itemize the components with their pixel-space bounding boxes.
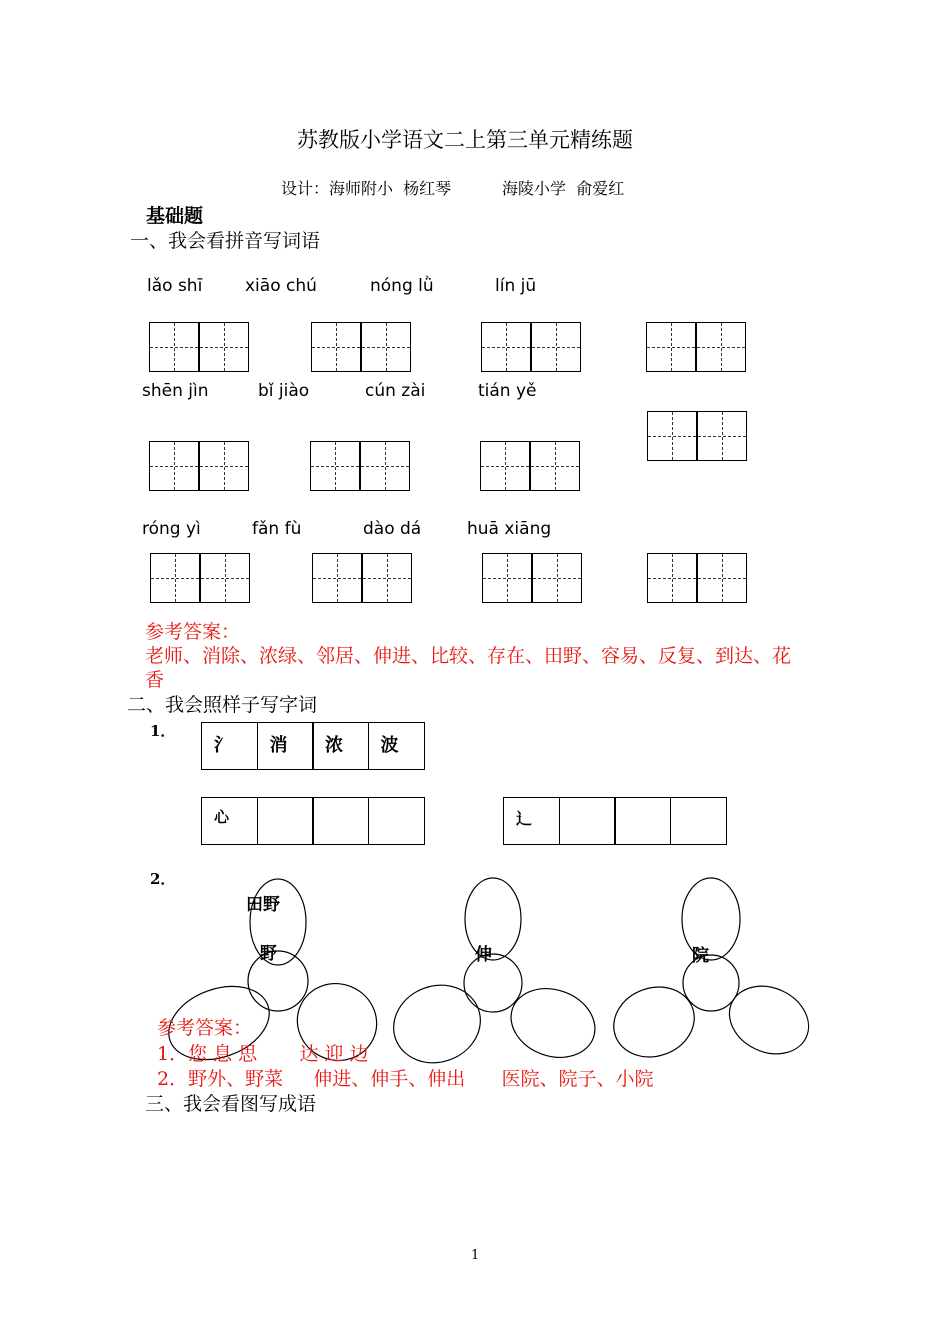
pinyin: huā xiāng [467,519,552,539]
radical-cell: 心 [201,797,258,845]
example-cell: 消 [257,722,314,770]
flower-center [248,951,308,1011]
pinyin: bǐ jiào [258,381,310,401]
pinyin: róng yì [142,519,201,539]
item-number: 2． [150,870,176,888]
pinyin: dào dá [363,519,422,539]
pinyin: lǎo shī [147,276,203,296]
flower-petal-top [465,878,521,960]
flower-center-char: 院 [692,946,709,966]
example-cell: 波 [368,722,425,770]
section3-heading: 三、我会看图写成语 [145,1093,317,1115]
item-number: 1． [150,722,176,740]
answer-text: 香 [145,669,165,691]
pinyin: cún zài [365,381,426,401]
pinyin: nóng lǜ [370,276,434,296]
flower-center-char: 野 [260,944,277,964]
page-title: 苏教版小学语文二上第三单元精练题 [297,128,633,152]
pinyin: shēn jìn [142,381,209,401]
pinyin: xiāo chú [245,276,317,296]
answer-text: 2．野外、野菜 伸进、伸手、伸出 医院、院子、小院 [157,1068,654,1090]
answer-text: 老师、消除、浓绿、邻居、伸进、比较、存在、田野、容易、反复、到达、花 [145,645,792,667]
flower-center [464,954,522,1012]
radical-cell: 辶 [503,797,560,845]
answer-text: 1．您 息 思 达 迎 边 [157,1043,369,1065]
answer-label: 参考答案： [157,1017,253,1039]
example-cell: 氵 [201,722,258,770]
flower-petal-right [718,974,819,1067]
section1-heading: 一、我会看拼音写词语 [130,230,321,252]
pinyin: tián yě [478,381,537,401]
flower-center-char: 伸 [475,945,492,965]
basic-heading: 基础题 [146,205,204,227]
pinyin: lín jū [495,276,537,296]
byline: 设计：海师附小 杨红琴 海陵小学 俞爱红 [281,179,625,198]
flower-petal-top [682,878,740,960]
answer-label: 参考答案： [145,621,241,643]
section2-heading: 二、我会照样子写字词 [127,694,318,716]
page-number: 1 [471,1248,480,1263]
flower-top-word: 田野 [246,895,280,915]
flower-petal-right [501,977,604,1068]
pinyin: fǎn fù [252,519,302,539]
flower-petal-left [383,973,492,1075]
flower-petal-left [604,976,704,1068]
example-cell: 浓 [312,722,369,770]
